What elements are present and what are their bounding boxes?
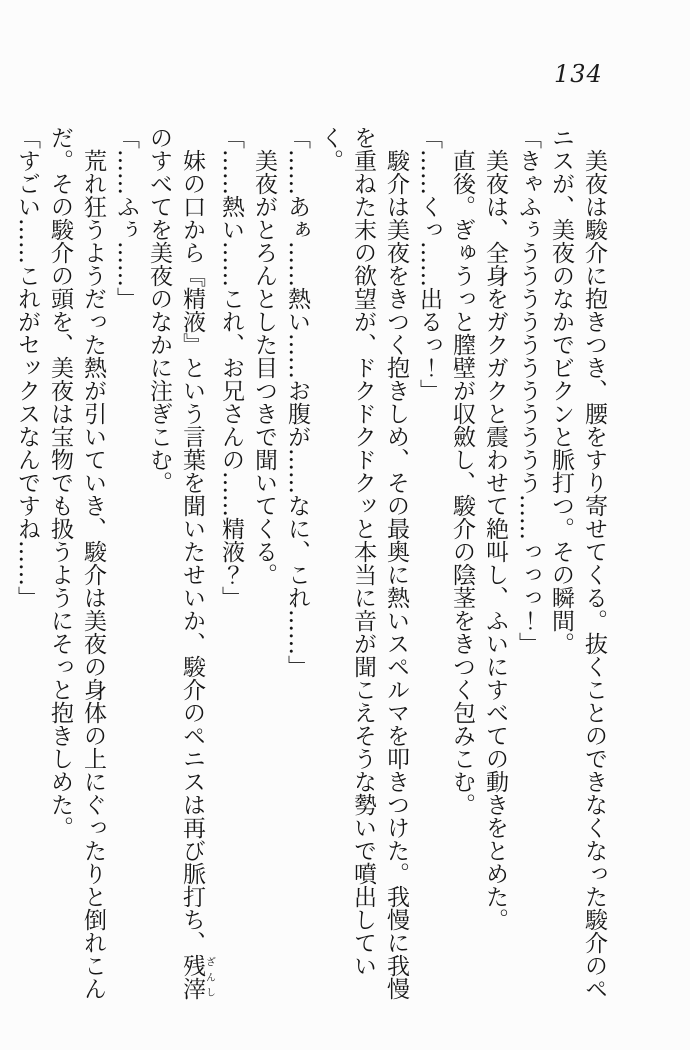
paragraph-6: 駿介は美夜をきつく抱きしめ、その最奥に熱いスペルマを叩きつけた。我慢に我慢を重ねた末の欲望が、ドクドクドクッと本当に音が聞こえそうな勢いで噴出していく。 xyxy=(317,126,409,1000)
paragraph-4: 直後。ぎゅうっと膣壁が収斂し、駿介の陰茎をきつく包みこむ。 xyxy=(449,149,475,816)
paragraph-2: 「きゃふぅううううううううううう……っっっ！」 xyxy=(515,126,541,655)
paragraph-13: 「すごい……これがセックスなんですね……」 xyxy=(14,126,40,609)
paragraph-5: 「……くっ……出るっ！」 xyxy=(416,126,442,402)
paragraph-3: 美夜は、全身をガクガクと震わせて絶叫し、ふいにすべての動きをとめた。 xyxy=(482,149,508,931)
vertical-text-block xyxy=(10,126,610,1000)
paragraph-1: 美夜は駿介に抱きつき、腰をすり寄せてくる。抜くことのできなくなった駿介のペニスが、美夜のなかでビクンと脈打つ。その瞬間。 xyxy=(548,126,607,1000)
paragraph-9: 「……熱い……これ、お兄さんの……精液？」 xyxy=(218,126,244,609)
paragraph-8: 美夜がとろんとした目つきで聞いてくる。 xyxy=(251,149,277,586)
paragraph-11: 「……ふぅ……」 xyxy=(113,126,139,310)
page-number: 134 xyxy=(554,60,603,88)
paragraph-10: 妹の口から『精液』という言葉を聞いたせいか、駿介のペニスは再び脈打ち、残滓ざんしのすべてを美夜のなかに注ぎこむ。 xyxy=(146,126,215,1000)
paragraph-7: 「……あぁ……熱い……お腹が……なに、これ……」 xyxy=(284,126,310,678)
paragraph-12: 荒れ狂うようだった熱が引いていき、駿介は美夜の身体の上にぐったりと倒れこんだ。その駿介の頭を、美夜は宝物でも扱うようにそっと抱きしめた。 xyxy=(47,126,106,1000)
ruby-annotation: 残滓ざんし xyxy=(179,954,215,1000)
